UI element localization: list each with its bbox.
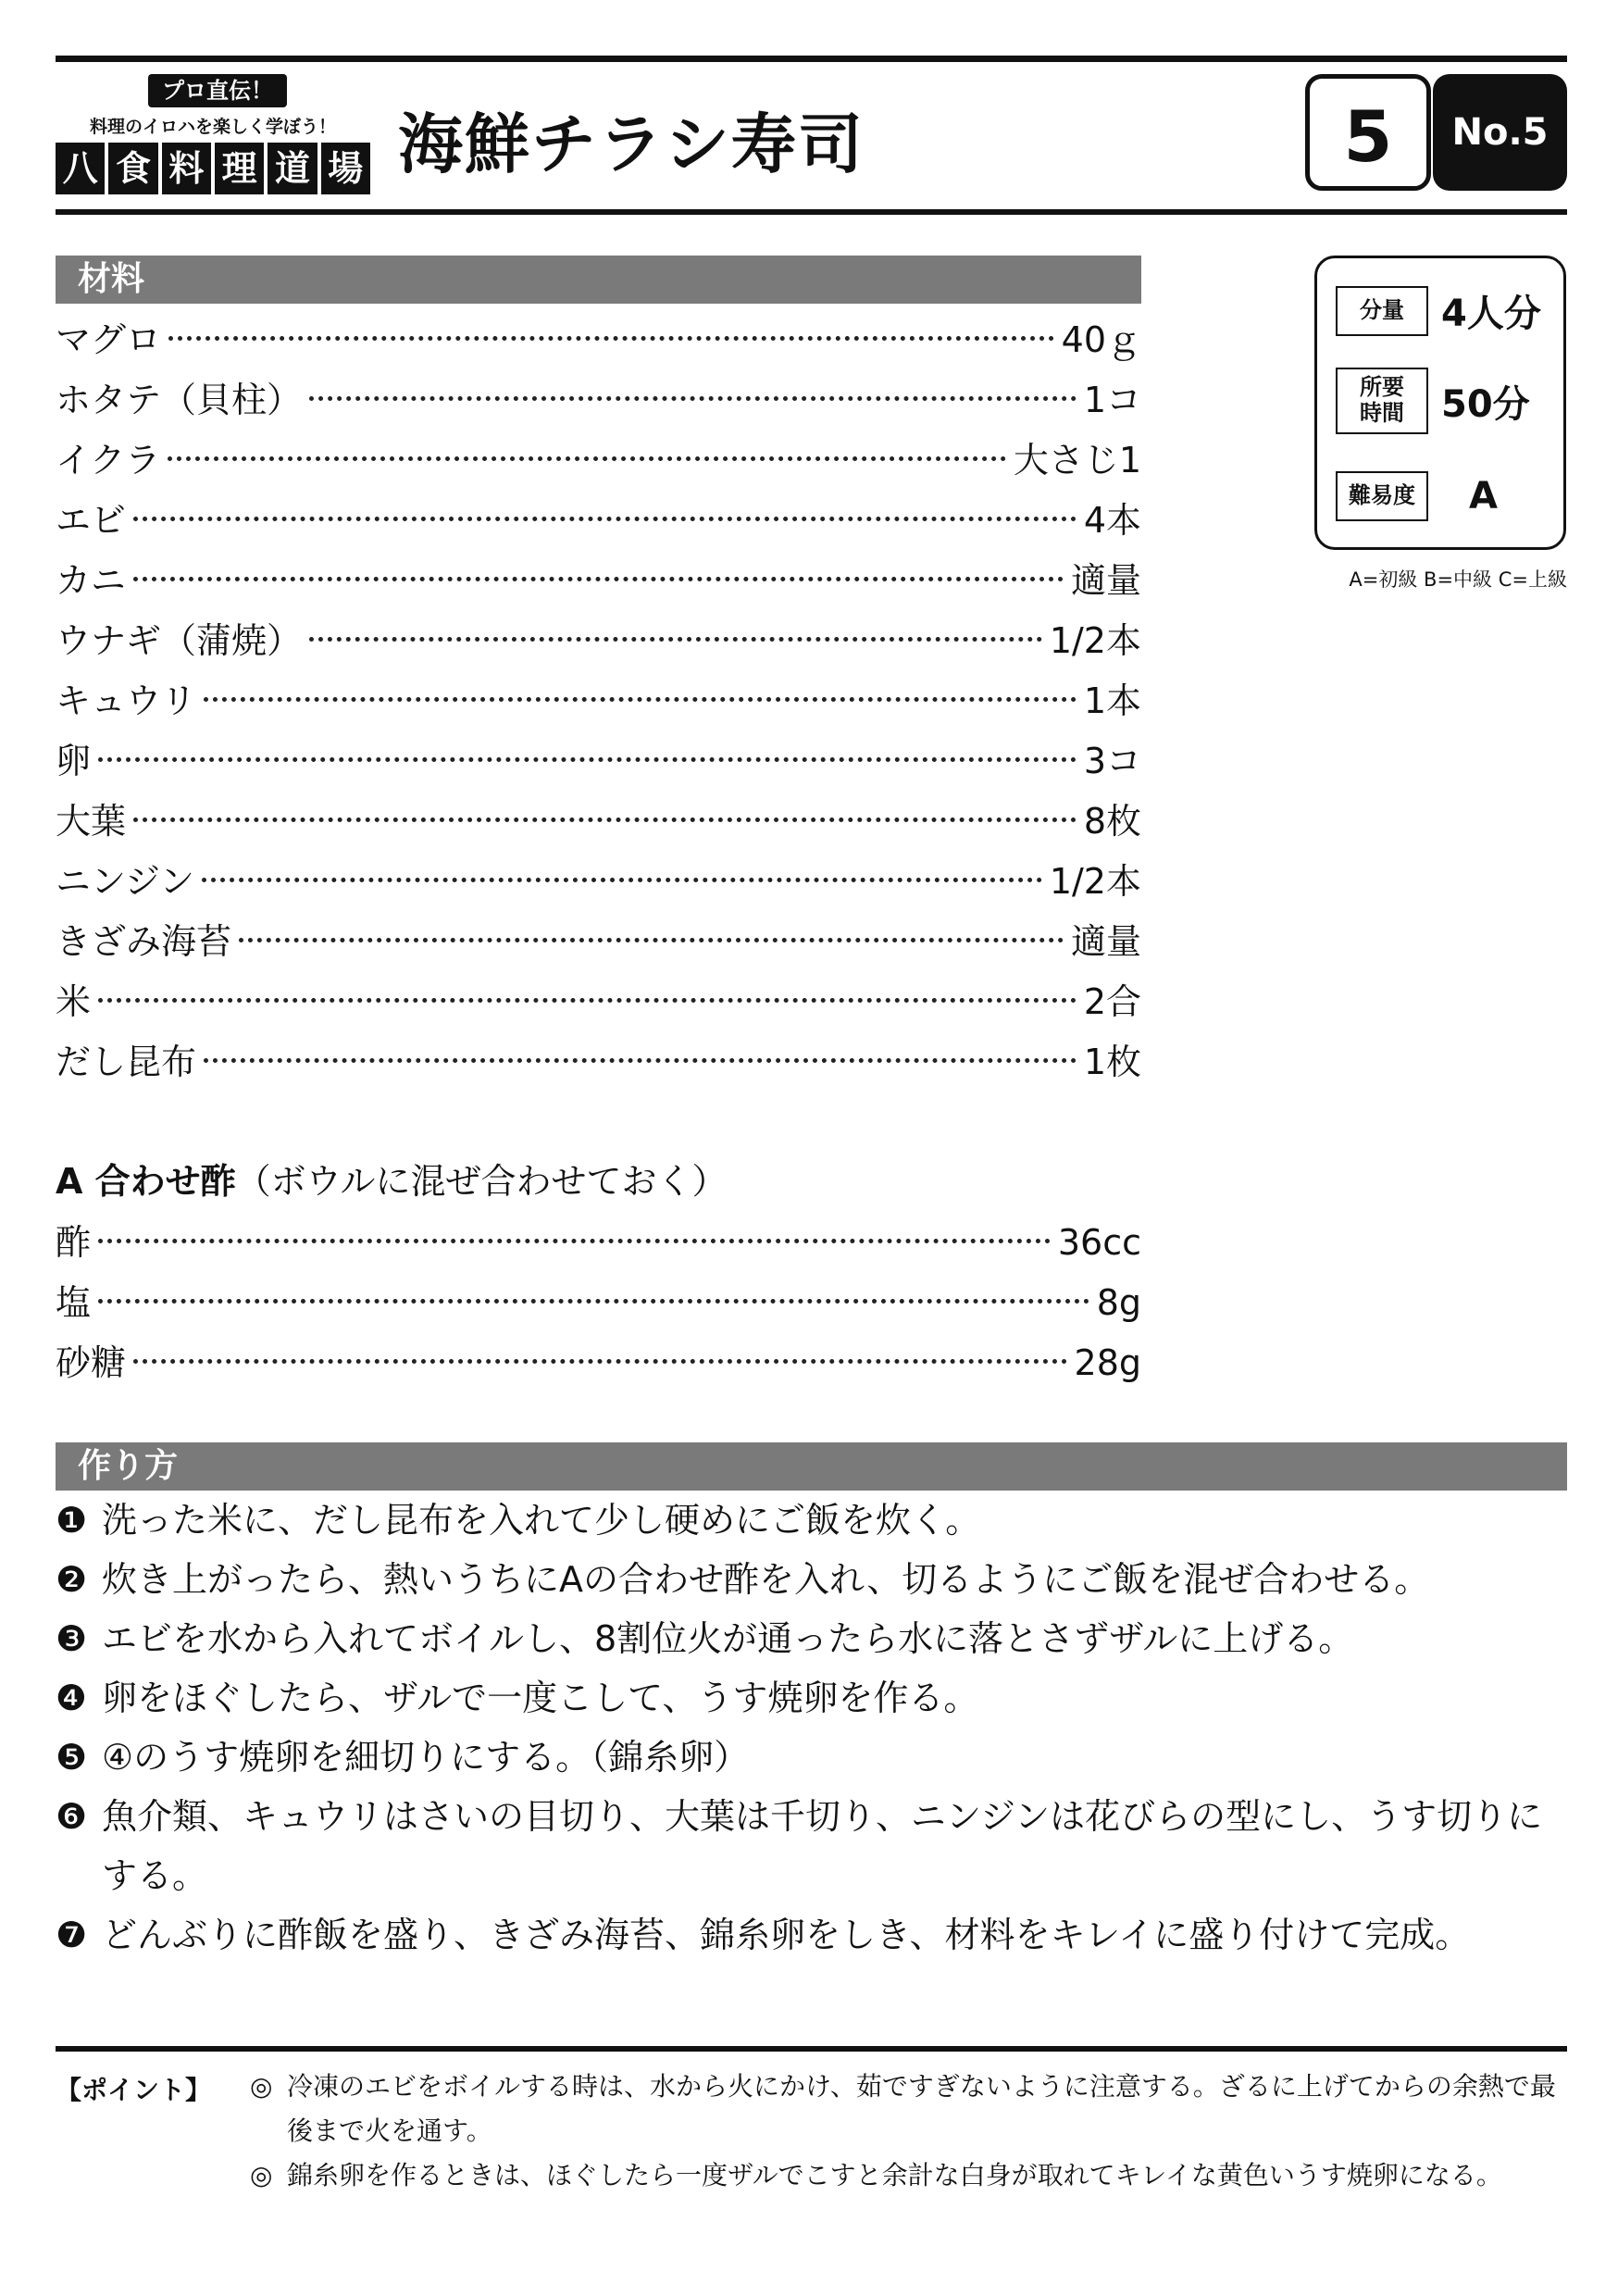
dot-leader <box>133 817 1077 822</box>
points-label: 【ポイント】 <box>56 2075 212 2105</box>
dot-leader <box>204 1058 1077 1063</box>
ingredient-name: 酢 <box>56 1222 92 1263</box>
step-text: 魚介類、キュウリはさいの目切り、大葉は千切り、ニンジンは花びらの型にし、うす切りにする。 <box>102 1796 1543 1896</box>
ingredient-name: きざみ海苔 <box>56 921 232 962</box>
dot-leader <box>98 757 1077 762</box>
ingredient-row <box>56 611 1141 671</box>
ingredient-row <box>56 1333 1141 1393</box>
ingredient-row <box>56 912 1141 972</box>
point-item <box>250 2065 1569 2153</box>
step-number: ❸ <box>56 1618 88 1659</box>
ingredient-row <box>56 491 1141 551</box>
dot-leader <box>98 1299 1089 1304</box>
time-label: 所要 時間 <box>1336 368 1428 434</box>
brand-char: 道 <box>268 143 317 194</box>
ingredient-row <box>56 731 1141 792</box>
step-number: ❷ <box>56 1559 88 1600</box>
method-step <box>56 1668 1574 1728</box>
step-text: ④のうす焼卵を細切りにする。（錦糸卵） <box>102 1737 750 1778</box>
method-step <box>56 1728 1574 1787</box>
header-bottom-rule <box>56 209 1567 215</box>
brand-tagline: 料理のイロハを楽しく学ぼう！ <box>89 117 336 137</box>
vinegar-list <box>56 1213 1141 1393</box>
ingredient-name: 大葉 <box>56 801 127 842</box>
recipe-info-box <box>1314 256 1566 550</box>
ingredients-list <box>56 310 1141 1092</box>
ingredient-quantity: 大さじ1 <box>1013 440 1141 480</box>
ingredient-name: エビ <box>56 500 127 541</box>
ingredient-quantity: 8枚 <box>1083 801 1141 842</box>
brand-char: 料 <box>162 143 211 194</box>
point-item <box>250 2153 1569 2198</box>
servings-value: 4人分 <box>1441 293 1541 335</box>
ingredient-row <box>56 792 1141 852</box>
ingredient-row <box>56 1213 1141 1273</box>
recipe-no-badge: No.5 <box>1433 74 1567 191</box>
dot-leader <box>309 637 1042 642</box>
ingredient-name: キュウリ <box>56 680 197 721</box>
dot-leader <box>204 697 1077 702</box>
step-number: ❼ <box>56 1915 88 1955</box>
difficulty-value: A <box>1469 475 1498 518</box>
method-step <box>56 1491 1574 1550</box>
point-mark: ◎ <box>250 2160 273 2190</box>
step-text: 炊き上がったら、熱いうちにAの合わせ酢を入れ、切るようにご飯を混ぜ合わせる。 <box>102 1559 1430 1600</box>
dot-leader <box>133 577 1064 581</box>
brand-char: 食 <box>108 143 157 194</box>
ingredient-quantity: 28g <box>1074 1342 1141 1383</box>
ingredient-row <box>56 430 1141 491</box>
method-step <box>56 1787 1574 1905</box>
step-number: ❻ <box>56 1796 88 1837</box>
ingredient-quantity: 1枚 <box>1083 1042 1141 1082</box>
ingredient-quantity: 36cc <box>1057 1222 1141 1263</box>
point-text: 冷凍のエビをボイルする時は、水から火にかけ、茹ですぎないように注意する。ざるに上げてからの余熱で最後まで火を通す。 <box>287 2071 1556 2146</box>
dot-leader <box>168 336 1054 341</box>
dot-leader <box>168 456 1006 461</box>
dot-leader <box>202 878 1042 882</box>
vinegar-heading <box>56 1153 728 1204</box>
ingredient-name: イクラ <box>56 440 161 480</box>
ingredient-row <box>56 310 1141 370</box>
ingredient-quantity: 1本 <box>1083 680 1141 721</box>
ingredient-name: 砂糖 <box>56 1342 127 1383</box>
dot-leader <box>133 1359 1067 1364</box>
points-rule <box>56 2046 1567 2052</box>
ingredient-quantity: 4本 <box>1083 500 1141 541</box>
method-step <box>56 1550 1574 1609</box>
method-step <box>56 1609 1574 1668</box>
ingredient-name: だし昆布 <box>56 1042 197 1082</box>
ingredient-quantity: 2合 <box>1083 981 1141 1022</box>
ingredient-name: 卵 <box>56 741 92 781</box>
top-rule <box>56 56 1567 62</box>
brand-name <box>56 143 370 194</box>
ingredient-name: 米 <box>56 981 92 1022</box>
step-number: ❶ <box>56 1500 88 1541</box>
brand-badge: プロ直伝！ <box>148 74 287 107</box>
brand-char: 八 <box>56 143 105 194</box>
ingredient-quantity: 1/2本 <box>1049 861 1141 902</box>
dot-leader <box>98 998 1077 1003</box>
time-row <box>1336 368 1558 434</box>
dot-leader <box>309 396 1077 401</box>
point-mark: ◎ <box>250 2071 273 2102</box>
brand-logo <box>56 74 370 194</box>
ingredient-name: マグロ <box>56 319 162 360</box>
ingredient-quantity: 3コ <box>1083 741 1141 781</box>
method-heading: 作り方 <box>56 1442 1567 1491</box>
method-step <box>56 1905 1574 1965</box>
points-list <box>250 2065 1569 2198</box>
method-steps <box>56 1491 1574 1965</box>
step-text: エビを水から入れてボイルし、8割位火が通ったら水に落とさずザルに上げる。 <box>102 1618 1354 1659</box>
step-text: 卵をほぐしたら、ザルで一度こして、うす焼卵を作る。 <box>102 1678 979 1718</box>
difficulty-label: 難易度 <box>1336 471 1428 521</box>
ingredient-name: カニ <box>56 560 127 601</box>
ingredient-name: 塩 <box>56 1282 92 1323</box>
ingredient-row <box>56 1273 1141 1333</box>
servings-row <box>1336 284 1558 337</box>
vinegar-heading-note: （ボウルに混ぜ合わせておく） <box>235 1161 728 1202</box>
ingredient-quantity: 適量 <box>1070 560 1141 601</box>
ingredient-quantity: 適量 <box>1070 921 1141 962</box>
ingredient-quantity: 1/2本 <box>1049 620 1141 661</box>
ingredient-row <box>56 551 1141 611</box>
brand-char: 理 <box>215 143 264 194</box>
ingredient-row <box>56 671 1141 731</box>
dot-leader <box>239 938 1064 942</box>
step-text: 洗った米に、だし昆布を入れて少し硬めにご飯を炊く。 <box>102 1500 981 1541</box>
difficulty-legend: A=初級 B=中級 C=上級 <box>1349 568 1567 591</box>
ingredient-quantity: 40ｇ <box>1061 319 1141 360</box>
difficulty-row <box>1336 471 1558 521</box>
ingredient-name: ウナギ（蒲焼） <box>56 620 303 661</box>
step-number: ❺ <box>56 1737 88 1778</box>
servings-label: 分量 <box>1336 286 1428 336</box>
ingredient-quantity: 8g <box>1096 1282 1141 1323</box>
step-number: ❹ <box>56 1678 88 1718</box>
brand-char: 場 <box>321 143 370 194</box>
recipe-number: 5 <box>1305 74 1431 191</box>
point-text: 錦糸卵を作るときは、ほぐしたら一度ザルでこすと余計な白身が取れてキレイな黄色いうす焼卵になる。 <box>287 2160 1502 2190</box>
ingredients-heading: 材料 <box>56 256 1141 304</box>
ingredient-row <box>56 1032 1141 1092</box>
ingredient-row <box>56 370 1141 430</box>
time-value: 50分 <box>1441 382 1530 426</box>
ingredient-row <box>56 972 1141 1032</box>
ingredient-name: ホタテ（貝柱） <box>56 380 303 420</box>
ingredient-row <box>56 852 1141 912</box>
dot-leader <box>98 1239 1051 1243</box>
page-title: 海鮮チラシ寿司 <box>398 106 865 182</box>
dot-leader <box>133 517 1077 521</box>
step-text: どんぶりに酢飯を盛り、きざみ海苔、錦糸卵をしき、材料をキレイに盛り付けて完成。 <box>102 1915 1471 1955</box>
ingredient-quantity: 1コ <box>1083 380 1141 420</box>
vinegar-heading-title: A 合わせ酢 <box>56 1161 236 1202</box>
ingredient-name: ニンジン <box>56 861 195 902</box>
